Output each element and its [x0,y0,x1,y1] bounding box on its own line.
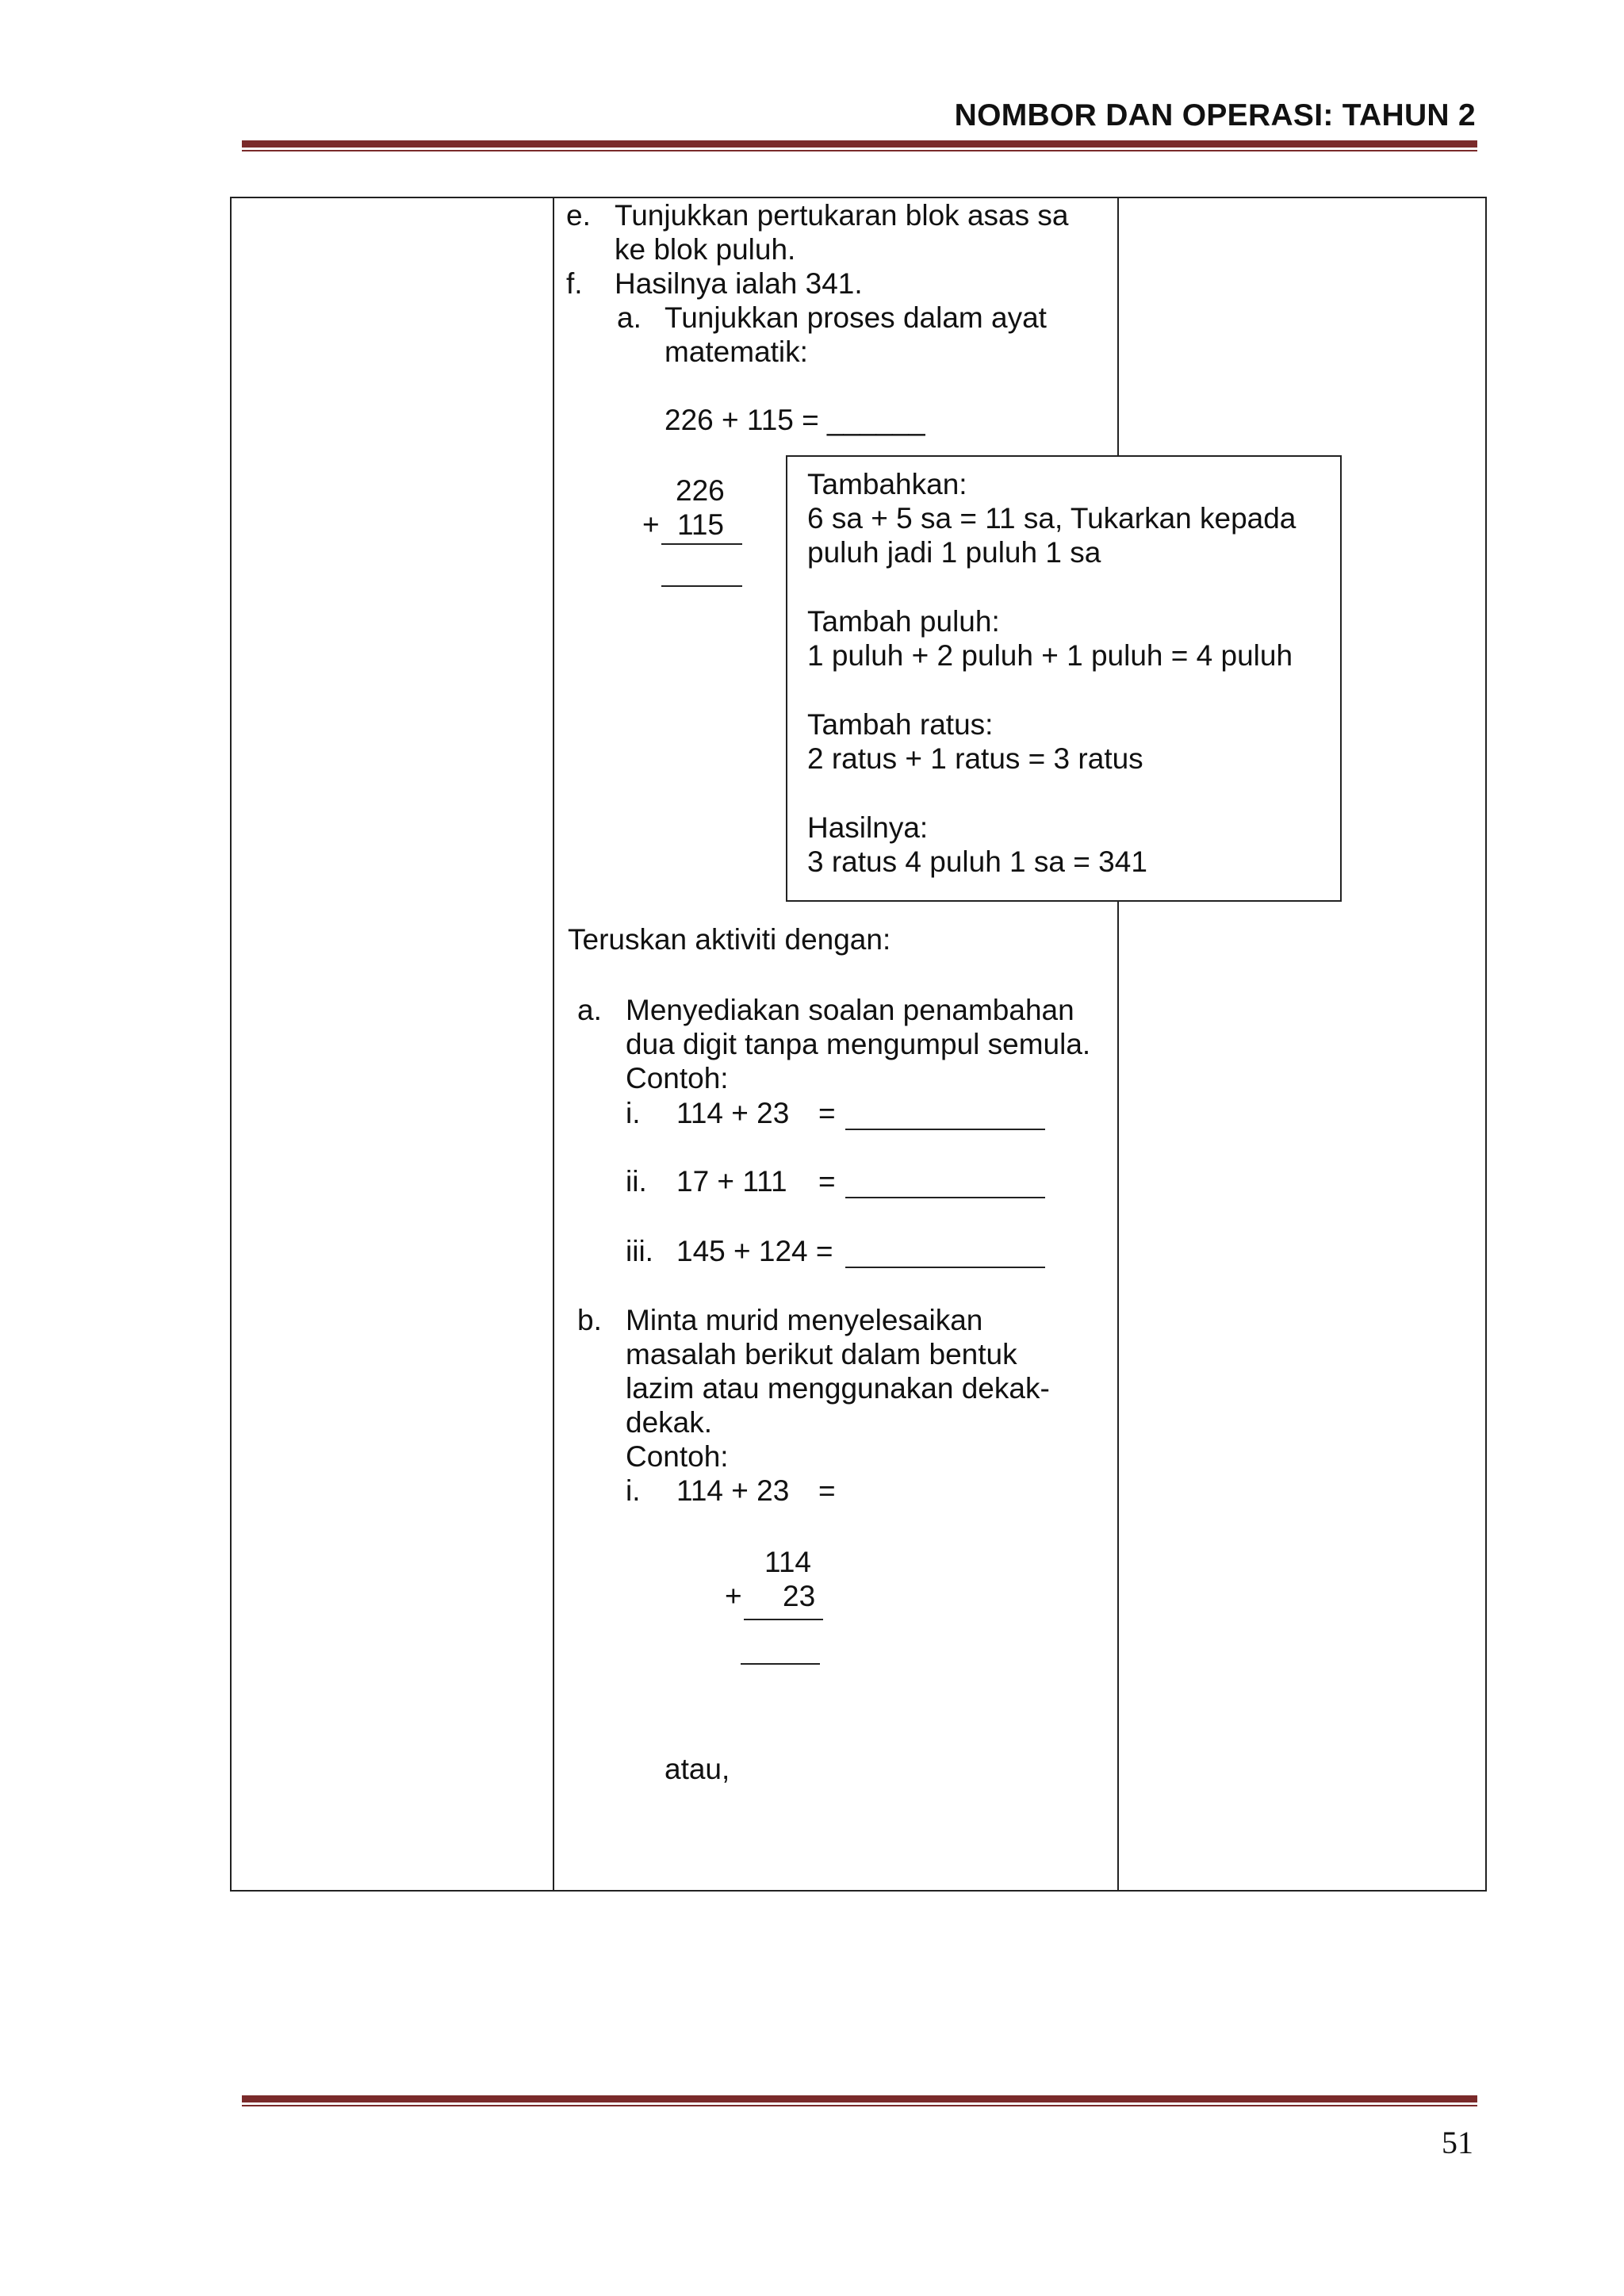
activity-b-line1: Minta murid menyelesaikan [626,1304,983,1336]
column-plus-sign: + [642,508,660,541]
column-sum-line [744,1619,823,1620]
callout-line-puluh: 1 puluh + 2 puluh + 1 puluh = 4 puluh [807,639,1293,672]
sub-a-line2: matematik: [665,335,808,368]
example-item-answer-line [845,1129,1045,1130]
column-plus-sign: + [725,1580,742,1612]
callout-line-puluh-jadi: puluh jadi 1 puluh 1 sa [807,536,1101,569]
column-bottom-number: 115 [677,508,724,541]
table-cell-right [1117,197,1487,1892]
callout-heading-tambah-puluh: Tambah puluh: [807,605,1000,638]
header-rule [242,140,1477,151]
example-item-expression: 145 + 124 = [676,1235,833,1267]
callout-heading-tambah-ratus: Tambah ratus: [807,708,994,741]
activity-b-line3: lazim atau menggunakan dekak- [626,1372,1050,1405]
column-answer-line [741,1663,820,1665]
activity-a-line1: Menyediakan soalan penambahan [626,994,1074,1026]
example-item-number: iii. [626,1235,653,1267]
callout-line-result: 3 ratus 4 puluh 1 sa = 341 [807,845,1147,878]
callout-heading-hasilnya: Hasilnya: [807,811,929,844]
callout-line-ratus: 2 ratus + 1 ratus = 3 ratus [807,742,1143,775]
sub-a-line1: Tunjukkan proses dalam ayat [665,301,1047,334]
equation-226-115: 226 + 115 = ______ [665,404,925,436]
step-f-marker: f. [566,267,583,300]
page-number: 51 [1442,2125,1473,2160]
callout-heading-tambahkan: Tambahkan: [807,468,967,500]
example-item-answer-line [845,1197,1045,1198]
column-sum-line [661,543,742,545]
column-top-number: 114 [764,1546,811,1578]
callout-line-sa: 6 sa + 5 sa = 11 sa, Tukarkan kepada [807,502,1297,535]
activity-b-line2: masalah berikut dalam bentuk [626,1338,1017,1370]
column-top-number: 226 [676,474,725,507]
example-item-number: i. [626,1474,641,1507]
example-item-equals: = [818,1097,836,1129]
step-f-line1: Hasilnya ialah 341. [615,267,863,300]
example-item-number: i. [626,1097,641,1129]
example-item-number: ii. [626,1165,647,1198]
footer-rule [242,2095,1477,2106]
table-cell-left [230,197,554,1892]
step-e-line2: ke blok puluh. [615,233,796,266]
continue-activity-text: Teruskan aktiviti dengan: [568,923,891,956]
step-e-line1: Tunjukkan pertukaran blok asas sa [615,199,1069,232]
activity-b-marker: b. [577,1304,602,1336]
step-e-marker: e. [566,199,591,232]
example-item-expression: 17 + 111 [676,1165,787,1198]
example-item-equals: = [818,1165,836,1198]
example-item-equals: = [818,1474,836,1507]
activity-a-example-label: Contoh: [626,1062,729,1094]
activity-b-example-label: Contoh: [626,1440,729,1473]
example-item-expression: 114 + 23 [676,1474,790,1507]
or-text: atau, [665,1753,730,1785]
example-item-expression: 114 + 23 [676,1097,790,1129]
activity-b-line4: dekak. [626,1406,713,1439]
sub-a-marker: a. [617,301,642,334]
example-item-answer-line [845,1267,1045,1268]
page-header-title: NOMBOR DAN OPERASI: TAHUN 2 [954,98,1476,132]
column-answer-line [661,585,742,587]
activity-a-line2: dua digit tanpa mengumpul semula. [626,1028,1091,1060]
activity-a-marker: a. [577,994,602,1026]
column-bottom-number: 23 [783,1580,816,1612]
